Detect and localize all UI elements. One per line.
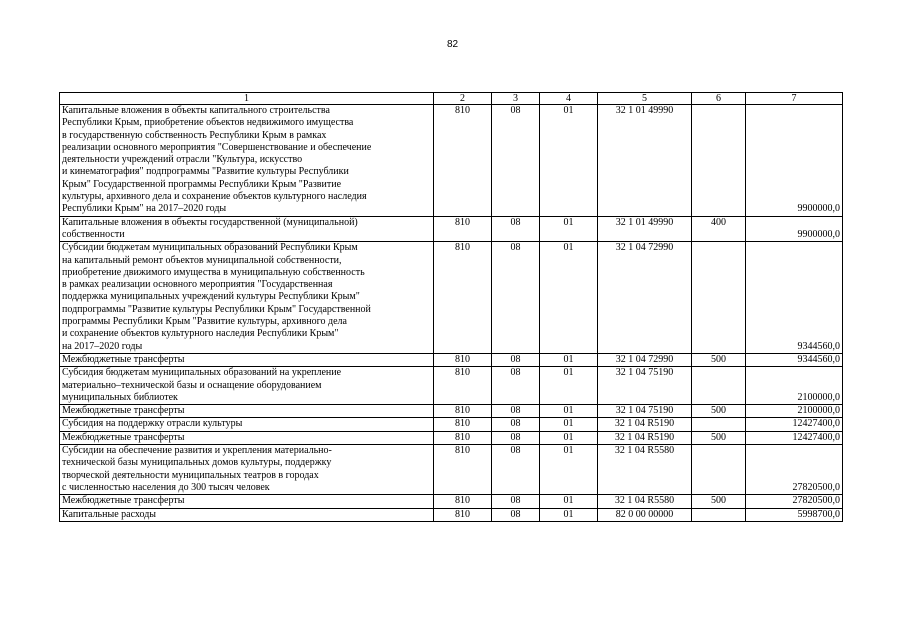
row-col2: 810	[434, 405, 492, 418]
row-col6	[692, 242, 746, 354]
row-col2: 810	[434, 367, 492, 405]
row-col5: 32 1 04 72990	[598, 353, 692, 366]
table-row	[60, 105, 843, 217]
row-col5: 32 1 04 R5580	[598, 495, 692, 508]
row-col6	[692, 445, 746, 495]
table-row	[60, 353, 843, 366]
row-sum: 12427400,0	[746, 431, 843, 444]
row-col3: 08	[492, 495, 540, 508]
table-row	[60, 445, 843, 495]
row-col5: 32 1 04 75190	[598, 405, 692, 418]
row-col5: 32 1 01 49990	[598, 216, 692, 242]
row-col2: 810	[434, 508, 492, 521]
row-name: Межбюджетные трансферты	[60, 431, 434, 444]
row-col2: 810	[434, 353, 492, 366]
row-name: Капитальные вложения в объекты государственной (муниципальной) собственности	[60, 216, 434, 242]
row-col3: 08	[492, 367, 540, 405]
table-row	[60, 367, 843, 405]
row-col3: 08	[492, 445, 540, 495]
row-col4: 01	[540, 353, 598, 366]
row-sum: 27820500,0	[746, 445, 843, 495]
row-col6: 500	[692, 353, 746, 366]
row-col4: 01	[540, 495, 598, 508]
row-name: Субсидии бюджетам муниципальных образований Республики Крым на капитальный ремонт объектов муниципальной собственности, приобретение движимого имущества в муниципальную собственность в рамках реализации основного мероприятия "Государственная поддержка муниципальных учреждений культуры Республики Крым" подпрограммы "Развитие культуры Республики Крым" Государственной программы Республики Крым "Развитие культуры, архивного дела и сохранение объектов культурного наследия Республики Крым" на 2017–2020 годы	[60, 242, 434, 354]
row-col5: 82 0 00 00000	[598, 508, 692, 521]
row-col3: 08	[492, 105, 540, 217]
row-col3: 08	[492, 242, 540, 354]
row-name: Субсидия бюджетам муниципальных образований на укрепление материально–технической базы и оснащение оборудованием муниципальных библиотек	[60, 367, 434, 405]
row-col3: 08	[492, 405, 540, 418]
row-col6: 400	[692, 216, 746, 242]
row-sum: 27820500,0	[746, 495, 843, 508]
row-col4: 01	[540, 431, 598, 444]
row-col6	[692, 367, 746, 405]
row-col6: 500	[692, 405, 746, 418]
row-col4: 01	[540, 508, 598, 521]
table-row	[60, 495, 843, 508]
table-row	[60, 431, 843, 444]
row-sum: 9344560,0	[746, 242, 843, 354]
row-col4: 01	[540, 216, 598, 242]
budget-table	[59, 92, 843, 522]
row-sum: 5998700,0	[746, 508, 843, 521]
table-row	[60, 216, 843, 242]
row-col3: 08	[492, 431, 540, 444]
table-row	[60, 242, 843, 354]
row-name: Капитальные вложения в объекты капитального строительства Республики Крым, приобретение объектов недвижимого имущества в государственную собственность Республики Крым в рамках реализации основного мероприятия "Совершенствование и обеспечение деятельности учреждений отрасли "Культура, искусство и кинематография" подпрограммы "Развитие культуры Республики Крым" Государственной программы Республики Крым "Развитие культуры, архивного дела и сохранение объектов культурного наследия Республики Крым" на 2017–2020 годы	[60, 105, 434, 217]
header-cell: 7	[746, 93, 843, 105]
row-col5: 32 1 04 R5190	[598, 431, 692, 444]
table-row	[60, 418, 843, 431]
row-name: Субсидия на поддержку отрасли культуры	[60, 418, 434, 431]
row-col6: 500	[692, 431, 746, 444]
row-name: Межбюджетные трансферты	[60, 405, 434, 418]
row-sum: 2100000,0	[746, 405, 843, 418]
row-sum: 9900000,0	[746, 105, 843, 217]
row-col5: 32 1 04 R5580	[598, 445, 692, 495]
row-col5: 32 1 01 49990	[598, 105, 692, 217]
row-col4: 01	[540, 445, 598, 495]
header-cell: 3	[492, 93, 540, 105]
row-col4: 01	[540, 105, 598, 217]
row-col3: 08	[492, 353, 540, 366]
row-col2: 810	[434, 216, 492, 242]
row-col3: 08	[492, 216, 540, 242]
row-name: Субсидии на обеспечение развития и укрепления материально- технической базы муниципальных домов культуры, поддержку творческой деятельности муниципальных театров в городах с численностью населения до 300 тысяч человек	[60, 445, 434, 495]
table-header-row	[60, 93, 843, 105]
row-col6: 500	[692, 495, 746, 508]
table-row	[60, 508, 843, 521]
row-sum: 9900000,0	[746, 216, 843, 242]
row-col2: 810	[434, 242, 492, 354]
row-name: Капитальные расходы	[60, 508, 434, 521]
header-cell: 1	[60, 93, 434, 105]
page-number: 82	[446, 39, 459, 50]
row-name: Межбюджетные трансферты	[60, 353, 434, 366]
header-cell: 5	[598, 93, 692, 105]
row-sum: 2100000,0	[746, 367, 843, 405]
row-col4: 01	[540, 418, 598, 431]
row-col2: 810	[434, 431, 492, 444]
header-cell: 2	[434, 93, 492, 105]
row-col4: 01	[540, 405, 598, 418]
row-col3: 08	[492, 508, 540, 521]
row-col3: 08	[492, 418, 540, 431]
row-col6	[692, 418, 746, 431]
row-col5: 32 1 04 75190	[598, 367, 692, 405]
row-col6	[692, 105, 746, 217]
row-col2: 810	[434, 105, 492, 217]
header-cell: 6	[692, 93, 746, 105]
row-col5: 32 1 04 R5190	[598, 418, 692, 431]
row-sum: 12427400,0	[746, 418, 843, 431]
row-col2: 810	[434, 418, 492, 431]
row-col2: 810	[434, 495, 492, 508]
row-col4: 01	[540, 367, 598, 405]
row-col2: 810	[434, 445, 492, 495]
row-sum: 9344560,0	[746, 353, 843, 366]
row-col5: 32 1 04 72990	[598, 242, 692, 354]
header-cell: 4	[540, 93, 598, 105]
row-col6	[692, 508, 746, 521]
row-col4: 01	[540, 242, 598, 354]
row-name: Межбюджетные трансферты	[60, 495, 434, 508]
table-row	[60, 405, 843, 418]
